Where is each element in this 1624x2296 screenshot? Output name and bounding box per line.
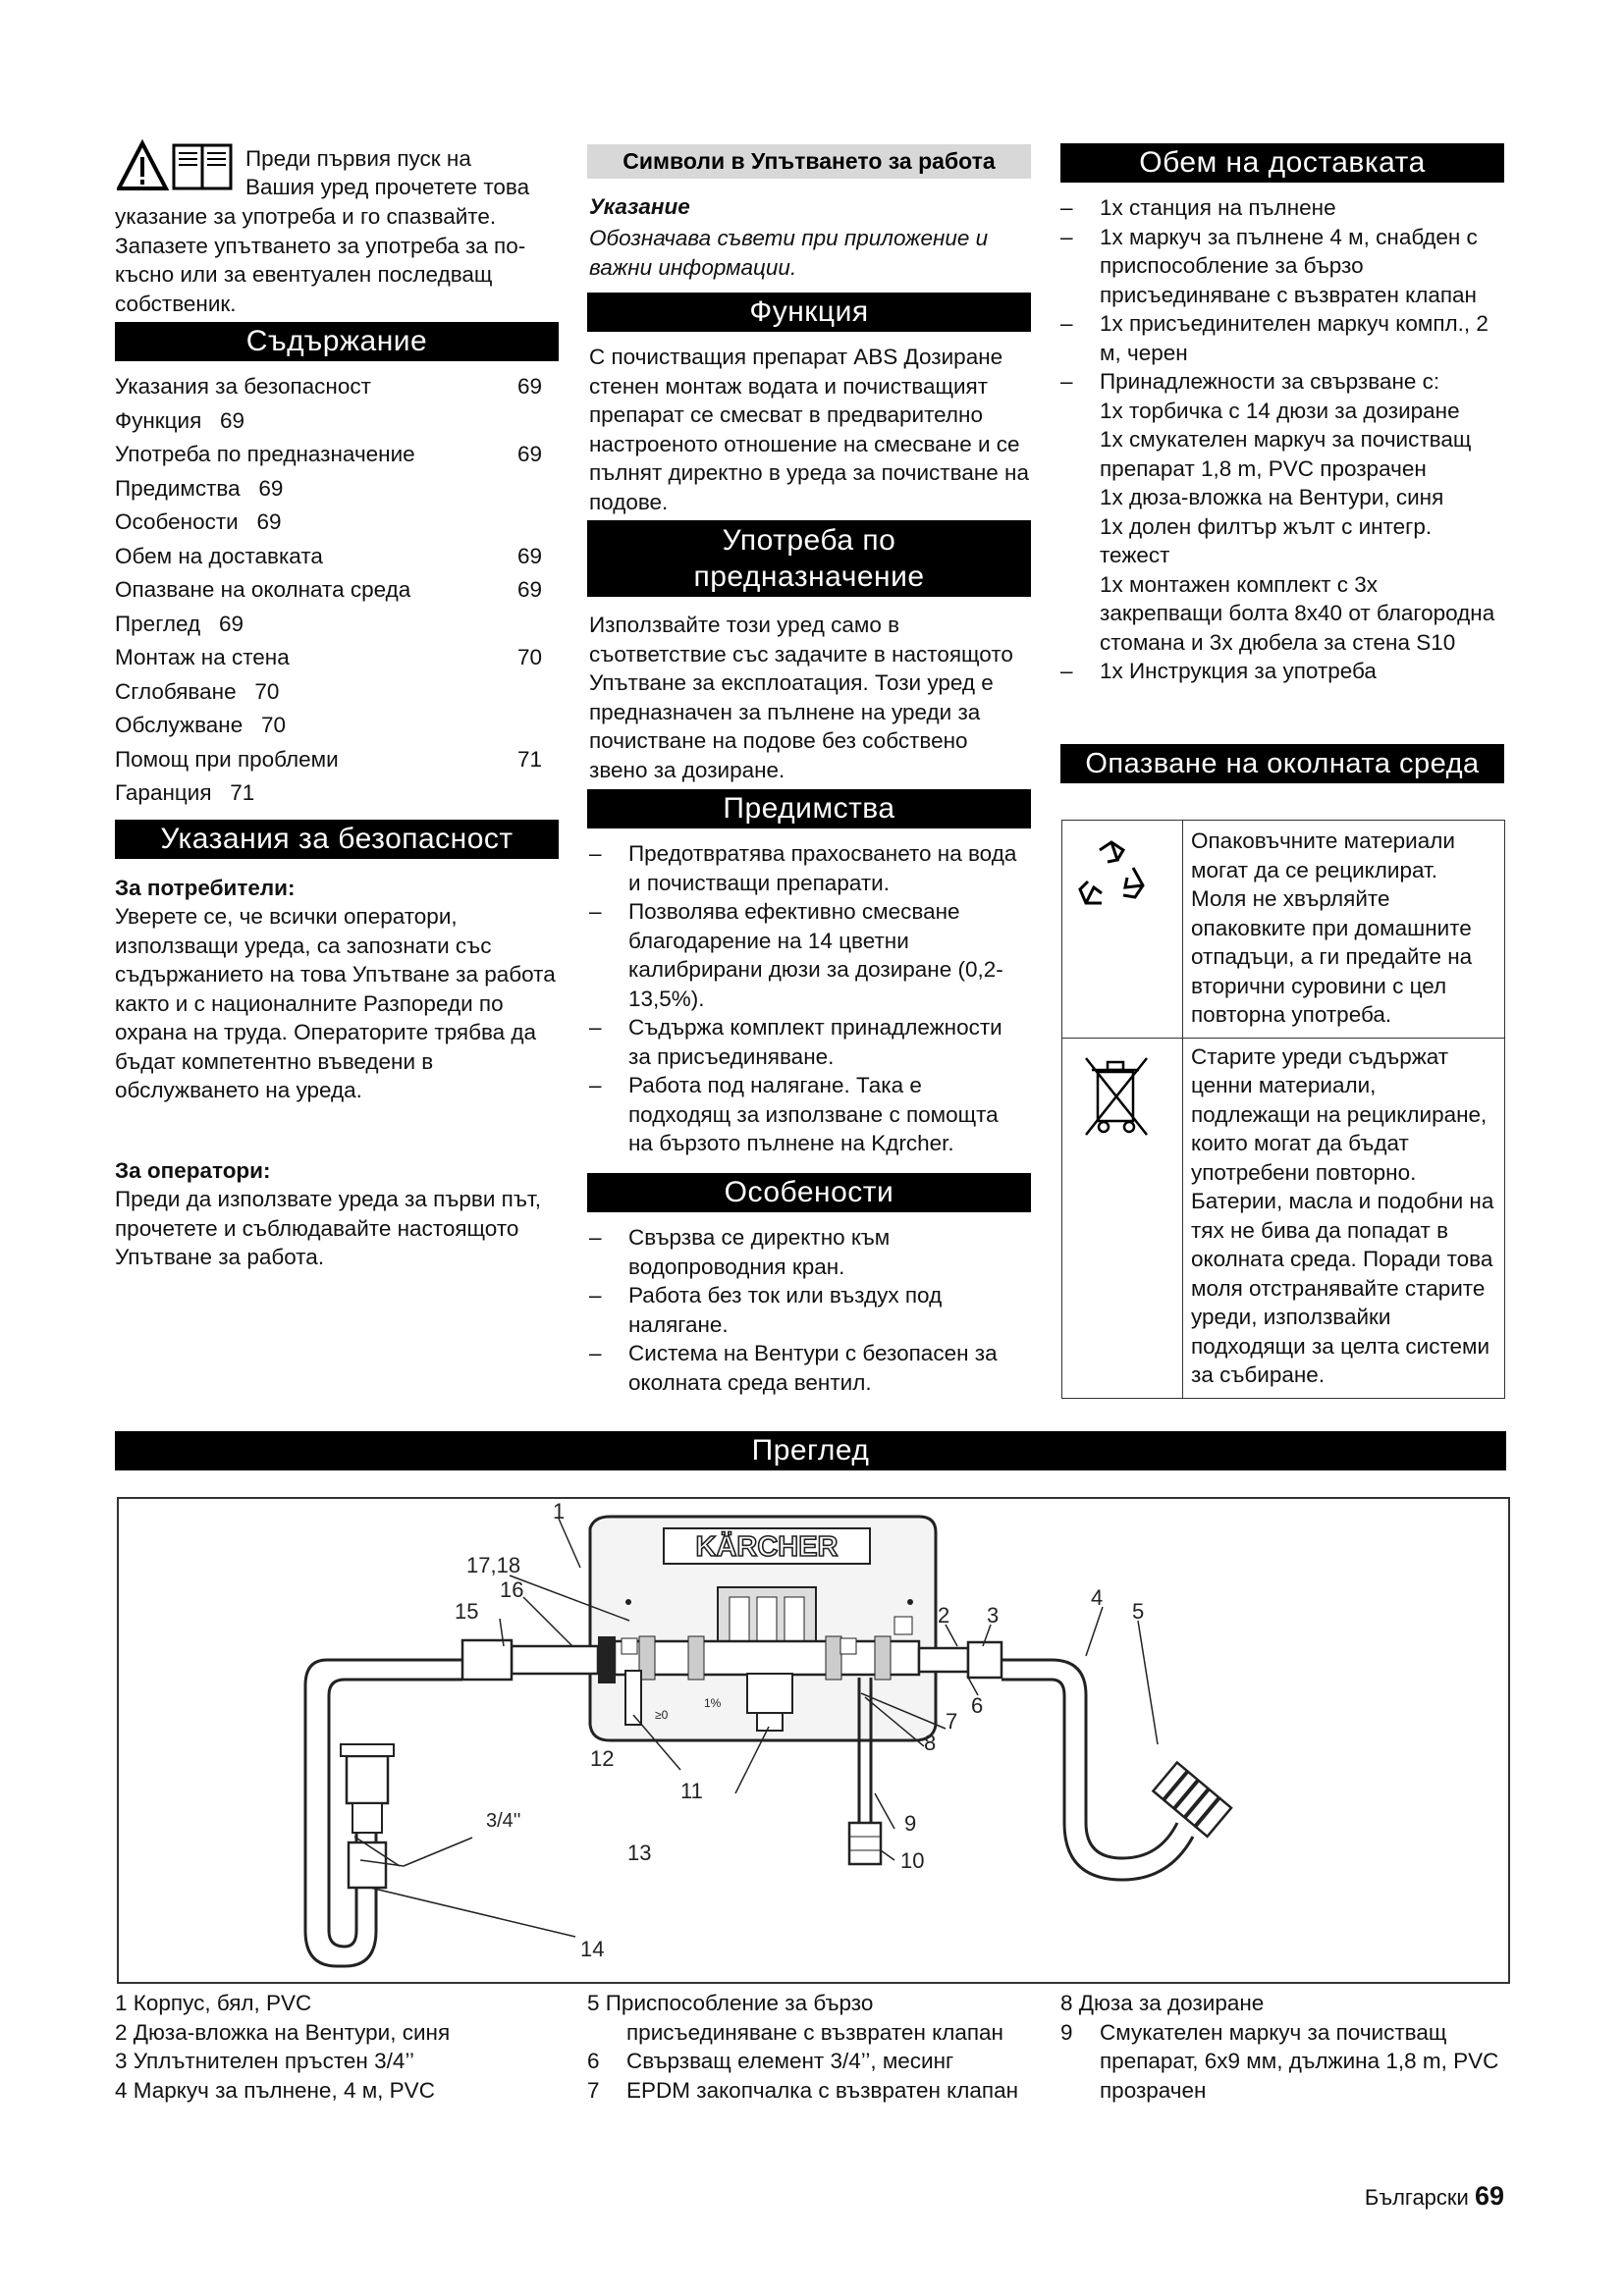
toc-row[interactable]: Преглед 69: [115, 611, 244, 636]
overview-diagram: [117, 1497, 1510, 1984]
legend-item: 1 Корпус, бял, PVC: [115, 1991, 312, 2015]
list-item: – 1x присъединителен маркуч компл., 2 м, черен: [1060, 311, 1489, 365]
delivery-list: [1060, 193, 1504, 686]
callout-label: 10: [900, 1848, 925, 1873]
operators-text: Преди да използвате уреда за първи път, прочетете и съблюдавайте настоящото Упътване за работа.: [115, 1187, 541, 1269]
legend-item: 3 Уплътнителен пръстен 3/4’’: [115, 2049, 414, 2073]
callout-label: 5: [1132, 1599, 1145, 1624]
safety-title: Указания за безопасност: [115, 820, 559, 859]
toc-row[interactable]: Монтаж на стена 70: [115, 645, 542, 669]
toc-row[interactable]: Обем на доставката 69: [115, 543, 542, 568]
overview-title: Преглед: [115, 1431, 1506, 1470]
weee-cell: [1062, 1038, 1183, 1398]
intro-line2: Вашия уред прочетете това: [245, 175, 530, 199]
recycle-text: Опаковъчните материали могат да се рециклират. Моля не хвърляйте опаковките при домашните отпадъци, а ги предайте на вторични суровини с цел повторна употреба.: [1191, 828, 1473, 1027]
filling-hose: [1001, 1660, 1177, 1858]
intro-text: указание за употреба и го спазвайте. Запазете упътването за употреба за по-късно или за евентуален последващ собственик.: [115, 204, 526, 316]
sub-item: 1x монтажен комплект с 3x закрепващи болта 8x40 от благородна стомана и 3x дюбела за стена S10: [1100, 571, 1495, 655]
callout-label: 6: [971, 1693, 984, 1718]
legend-col3: [1060, 1989, 1502, 2105]
callout-label: 11: [680, 1779, 703, 1803]
toc-row[interactable]: Предимства 69: [115, 475, 284, 501]
sub-item: 1x смукателен маркуч за почистващ препарат 1,8 m, PVC прозрачен: [1100, 427, 1472, 481]
list-item: – Работа без ток или въздух под налягане.: [589, 1283, 943, 1337]
legend-item: 9 Смукателен маркуч за почистващ препарат, 6x9 мм, дължина 1,8 m, PVC прозрачен: [1060, 2019, 1499, 2103]
legend-item: 5 Приспособление за бързо: [587, 1991, 874, 2015]
page-footer: [1365, 2181, 1504, 2212]
advantages-title: Предимства: [587, 789, 1031, 828]
list-item: – Позволява ефективно смесване благодарение на 14 цветни калибрирани дюзи за дозиране (0,2-13,5%).: [589, 899, 1003, 1011]
weee-text: Старите уреди съдържат ценни материали, подлежащи на рециклиране, които могат да бъдат употребени повторно. Батерии, масла и подобни на тях не бива да попадат в околната среда. Поради това моля отстранявайте старите уреди, използвайки подходящи за целта системи за събиране.: [1191, 1043, 1494, 1387]
note-heading: Указание: [589, 194, 690, 219]
callout-label: 3: [987, 1603, 1000, 1628]
recycle-icon: [1072, 838, 1151, 917]
legend-item: 6 Свързващ елемент 3/4’’, месинг: [587, 2049, 954, 2073]
function-text: С почистващия препарат ABS Дозиране стенен монтаж водата и почистващият препарат се смесват в предварително настроеното отношение на смесване и се пълнят директно в уреда за почистване на подове.: [589, 345, 1029, 514]
toc-row[interactable]: Помощ при проблеми 71: [115, 746, 542, 772]
callout-label: 16: [500, 1577, 524, 1602]
sub-item: 1x долен филтър жълт с интегр. тежест: [1100, 513, 1433, 567]
footer-language: Български: [1364, 2185, 1469, 2210]
users-text: Уверете се, че всички оператори, използващи уреда, са запознати със съдържанието на това Упътване за работа както и с националните Разпореди по охрана на труда. Операторите трябва да бъдат компетентно въведени в обслужването на уреда.: [115, 904, 556, 1102]
legend-col1: [115, 1989, 557, 2105]
toc-row[interactable]: Опазване на околната среда 69: [115, 577, 542, 602]
toc-row[interactable]: Гаранция 71: [115, 780, 255, 805]
list-item: – Предотвратява прахосването на вода и почистващи препарати.: [589, 841, 1017, 895]
device-diagram: [119, 1499, 1508, 1982]
weee-text-cell: [1183, 1038, 1505, 1398]
callout-label: 17,18: [466, 1553, 521, 1577]
legend-item: 2 Дюза-вложка на Вентури, синя: [115, 2019, 451, 2045]
list-item: – Свързва се директно към водопроводния кран.: [589, 1225, 891, 1279]
legend-item: 4 Маркуч за пълнене, 4 м, PVC: [115, 2077, 435, 2103]
toc-row[interactable]: Употреба по предназначение 69: [115, 442, 542, 466]
toc-row[interactable]: Обслужване 70: [115, 713, 287, 737]
callout-label: 1: [553, 1499, 566, 1523]
callout-label: 3/4'': [486, 1810, 521, 1832]
environment-table: [1061, 820, 1505, 1399]
callout-label: 2: [938, 1603, 950, 1628]
users-heading: За потребители:: [115, 876, 296, 900]
callout-label: 7: [946, 1709, 958, 1734]
toc-row[interactable]: Сглобяване 70: [115, 678, 280, 704]
recycle-text-cell: [1183, 821, 1505, 1039]
callout-label: 12: [590, 1746, 615, 1771]
sub-item: 1x торбичка с 14 дюзи за дозиране: [1100, 398, 1460, 423]
legend-item: 8 Дюза за дозиране: [1060, 1991, 1265, 2015]
note-text: Обозначава съвети при приложение и важни информации.: [589, 226, 989, 280]
features-list: [589, 1223, 1021, 1397]
intro-line1: Преди първия пуск на: [245, 146, 471, 171]
callout-label: 13: [627, 1841, 652, 1865]
list-item: – Принадлежности за свързване с:: [1060, 369, 1440, 394]
legend-col2: [587, 1989, 1029, 2105]
sub-item: 1x дюза-вложка на Вентури, синя: [1100, 485, 1444, 509]
crossed-bin-icon: [1078, 1050, 1157, 1139]
features-title: Особености: [587, 1173, 1031, 1212]
list-item: – Система на Вентури с безопасен за околната среда вентил.: [589, 1341, 998, 1395]
toc-list: [115, 370, 542, 811]
callout-label: 14: [580, 1937, 605, 1961]
list-item: – 1x маркуч за пълнене 4 м, снабден с приспособление за бързо присъединяване с възвратен клапан: [1060, 224, 1478, 307]
usage-text: Използвайте този уред само в съответствие със задачите в настоящото Упътване за експлоатация. Този уред е предназначен за пълнене на уреди за почистване на подове без собствено звено за дозиране.: [589, 613, 1013, 782]
page-number: 69: [1474, 2181, 1504, 2211]
toc-title: Съдържание: [115, 322, 559, 361]
warning-book-icon: [117, 137, 235, 196]
list-item: – 1x станция на пълнене: [1060, 195, 1336, 220]
usage-title: Употреба по предназначение: [587, 520, 1031, 597]
callout-label: 15: [455, 1599, 479, 1624]
mini-label-b: ≥0: [655, 1708, 669, 1722]
intro-icons: [117, 137, 235, 196]
toc-row[interactable]: Указания за безопасност 69: [115, 374, 542, 399]
list-item: – Работа под налягане. Така е подходящ за използване с помощта на бързото пълнене на Kдrcher.: [589, 1073, 999, 1155]
list-item: – Съдържа комплект принадлежности за присъединяване.: [589, 1015, 1002, 1069]
legend-item: 7 EPDM закопчалка с възвратен клапан: [587, 2077, 1019, 2103]
callout-label: 9: [904, 1811, 917, 1836]
legend-item-cont: присъединяване с възвратен клапан: [626, 2019, 1003, 2045]
recycle-cell: [1062, 821, 1183, 1039]
function-title: Функция: [587, 293, 1031, 332]
delivery-title: Обем на доставката: [1060, 143, 1504, 183]
callout-label: 8: [924, 1731, 937, 1755]
callout-label: 4: [1091, 1585, 1104, 1610]
environment-title: Опазване на околната среда: [1060, 744, 1504, 783]
brand-label: KÄRCHER: [695, 1531, 839, 1563]
toc-row[interactable]: Функция 69: [115, 407, 245, 433]
symbols-title: Символи в Упътването за работа: [587, 144, 1031, 179]
operators-heading: За оператори:: [115, 1158, 271, 1183]
advantages-list: [589, 839, 1021, 1158]
list-item: – 1x Инструкция за употреба: [1060, 659, 1377, 683]
mini-label-a: 1%: [704, 1696, 722, 1710]
toc-row[interactable]: Особености 69: [115, 509, 282, 534]
